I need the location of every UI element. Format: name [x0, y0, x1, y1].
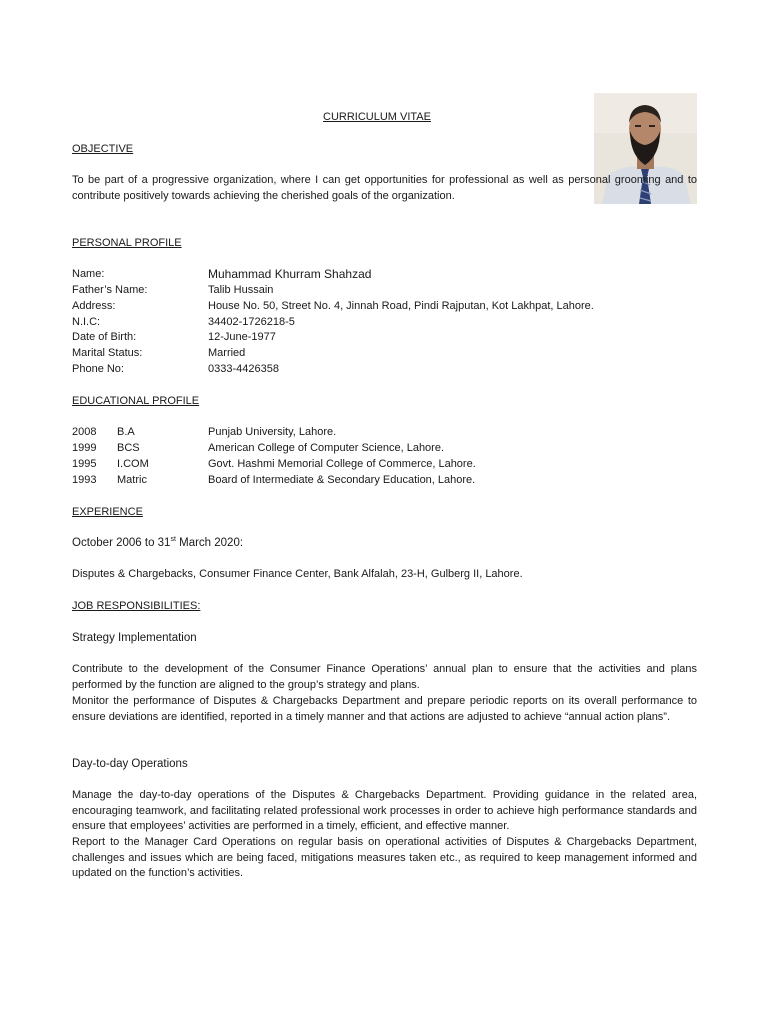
- education-degree: I.COM: [117, 458, 149, 470]
- profile-row: [72, 267, 697, 283]
- objective-text: To be part of a progressive organization, where I can get opportunities for professional as well as personal grooming and to contribute positively towards achieving the cherished goals of the organization.: [72, 174, 697, 202]
- operations-heading: Day-to-day Operations: [72, 758, 188, 770]
- experience-place: Disputes & Chargebacks, Consumer Finance Center, Bank Alfalah, 23-H, Gulberg II, Lahore.: [72, 568, 523, 580]
- education-year: 1995: [72, 458, 97, 470]
- education-year: 2008: [72, 426, 97, 438]
- education-institute: Board of Intermediate & Secondary Education, Lahore.: [208, 474, 476, 486]
- profile-label: Phone No:: [72, 363, 124, 375]
- profile-label: Father’s Name:: [72, 284, 148, 296]
- profile-value: House No. 50, Street No. 4, Jinnah Road, Pindi Rajputan, Kot Lakhpat, Lahore.: [208, 300, 594, 312]
- profile-row: [72, 330, 697, 346]
- profile-value: Married: [208, 347, 246, 359]
- operations-paragraph: Report to the Manager Card Operations on regular basis on operational activities of Disputes & Chargebacks Department, challenges and issues which are being faced, mitigations measures taken etc., as required to keep management informed and updated on the function’s activities.: [72, 836, 697, 880]
- personal-profile-heading: PERSONAL PROFILE: [72, 237, 182, 249]
- education-year: 1993: [72, 474, 97, 486]
- profile-label: Name:: [72, 268, 105, 280]
- education-row: [72, 425, 697, 441]
- cv-title: CURRICULUM VITAE: [323, 111, 431, 123]
- profile-label: Address:: [72, 300, 116, 312]
- profile-label: Date of Birth:: [72, 331, 137, 343]
- education-degree: BCS: [117, 442, 140, 454]
- experience-period-start: October 2006 to 31: [72, 537, 171, 549]
- profile-row: [72, 315, 697, 331]
- profile-row: [72, 283, 697, 299]
- education-row: [72, 457, 697, 473]
- profile-label: N.I.C:: [72, 316, 101, 328]
- educational-profile-heading: EDUCATIONAL PROFILE: [72, 395, 200, 407]
- cv-page: [72, 0, 697, 1024]
- education-institute: Govt. Hashmi Memorial College of Commerce, Lahore.: [208, 458, 476, 470]
- education-degree: Matric: [117, 474, 147, 486]
- education-institute: American College of Computer Science, Lahore.: [208, 442, 445, 454]
- profile-row: [72, 299, 697, 315]
- strategy-heading: Strategy Implementation: [72, 632, 197, 644]
- profile-row: [72, 362, 697, 378]
- profile-value: 34402-1726218-5: [208, 316, 295, 328]
- education-year: 1999: [72, 442, 97, 454]
- education-row: [72, 473, 697, 489]
- education-institute: Punjab University, Lahore.: [208, 426, 337, 438]
- profile-label: Marital Status:: [72, 347, 143, 359]
- objective-heading: OBJECTIVE: [72, 143, 134, 155]
- operations-paragraph: Manage the day-to-day operations of the Disputes & Chargebacks Department. Providing guidance in the related area, encouraging teamwork, and facilitating related professional work processes in order to achieve high performance standards and ensure that employees’ activities are performed in a timely, efficient, and effective manner.: [72, 789, 697, 833]
- experience-heading: EXPERIENCE: [72, 506, 143, 518]
- experience-period-end: March 2020:: [175, 537, 244, 549]
- strategy-paragraph: Contribute to the development of the Consumer Finance Operations’ annual plan to ensure that the activities and plans performed by the function are aligned to the group’s strategy and plans.: [72, 663, 697, 691]
- experience-period-suffix: st: [170, 536, 176, 544]
- job-responsibilities-heading: JOB RESPONSIBILITIES:: [72, 600, 201, 612]
- experience-period: [72, 536, 243, 552]
- profile-value: Talib Hussain: [208, 284, 274, 296]
- education-degree: B.A: [117, 426, 135, 438]
- profile-value: 12-June-1977: [208, 331, 276, 343]
- profile-row: [72, 346, 697, 362]
- education-row: [72, 441, 697, 457]
- strategy-paragraph: Monitor the performance of Disputes & Chargebacks Department and prepare periodic reports on its overall performance to ensure deviations are identified, reported in a timely manner and that actions are adjusted to achieve “annual action plans”.: [72, 695, 697, 723]
- profile-value: 0333-4426358: [208, 363, 279, 375]
- profile-name-value: Muhammad Khurram Shahzad: [208, 267, 372, 281]
